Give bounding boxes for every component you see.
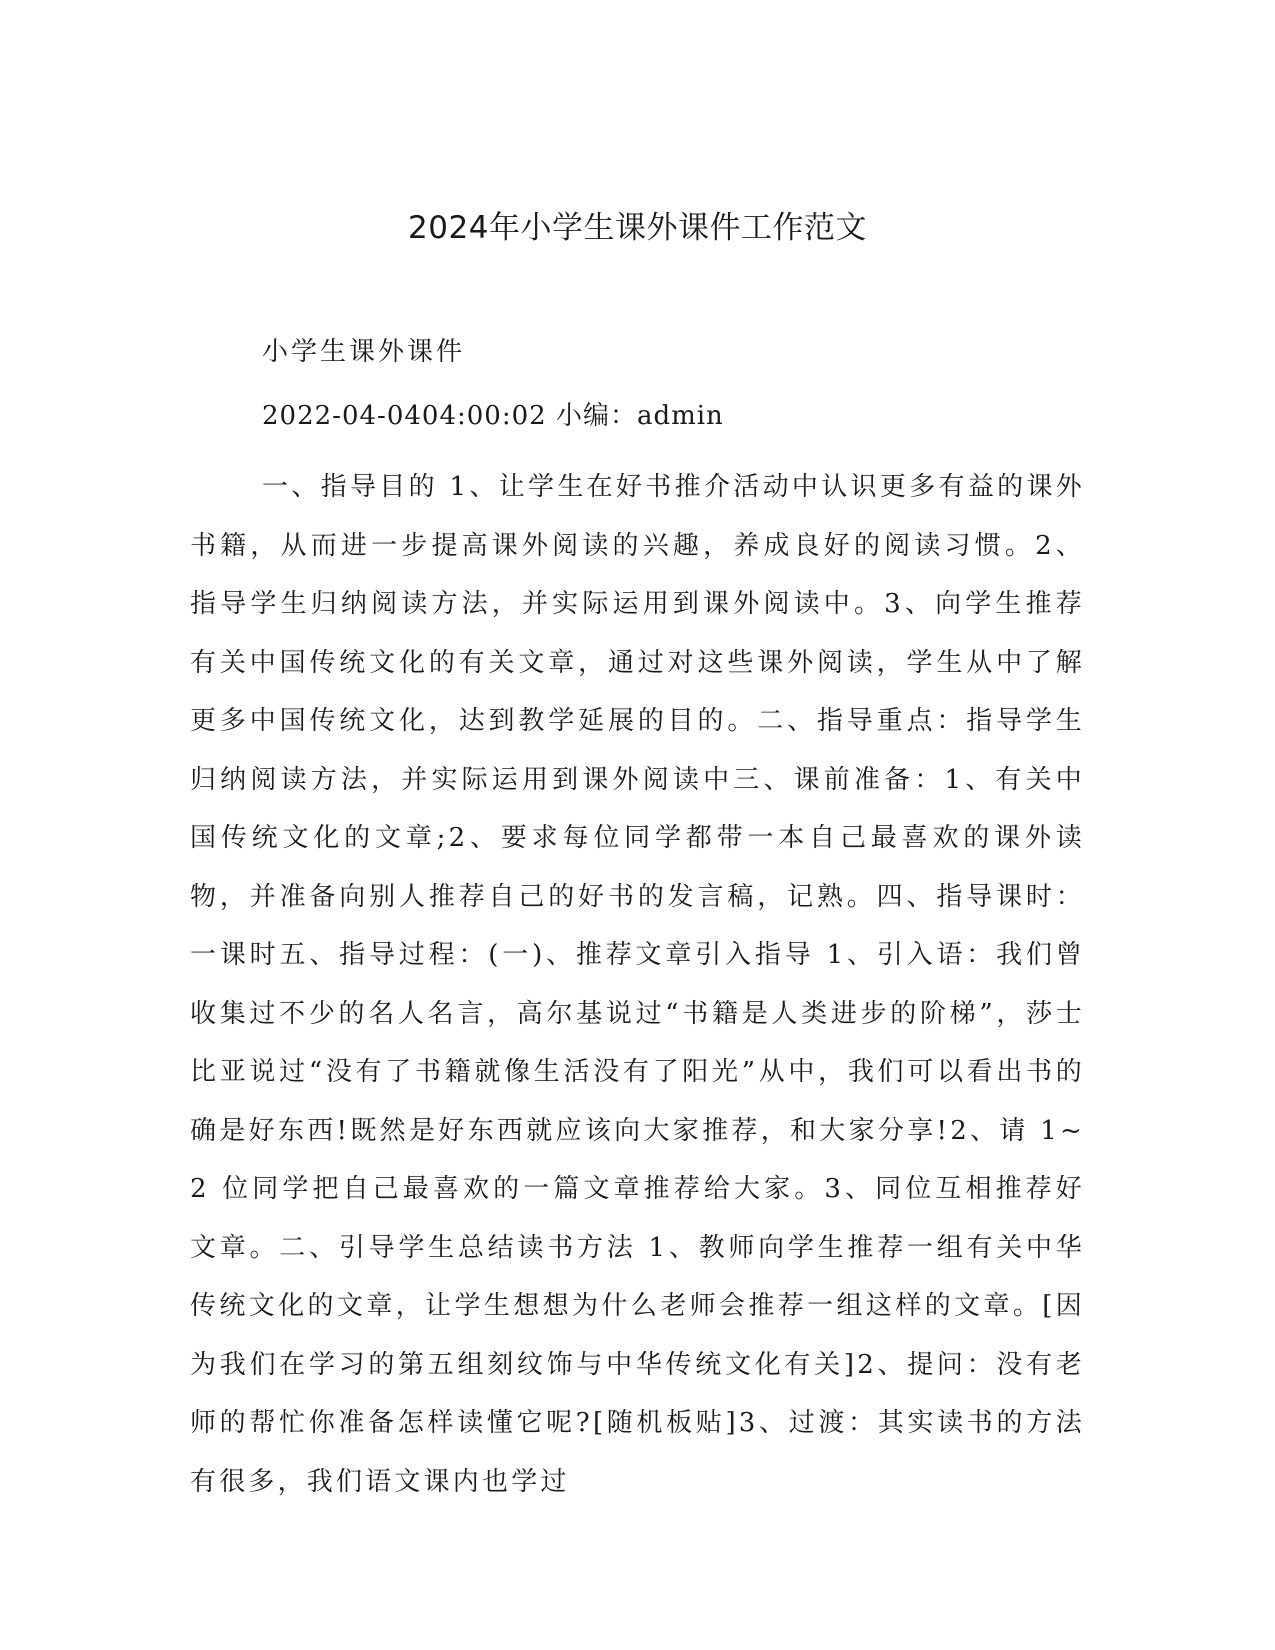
document-title: 2024年小学生课外课件工作范文 xyxy=(408,210,867,246)
body-paragraph: 一、指导目的 1、让学生在好书推介活动中认识更多有益的课外书籍，从而进一步提高课外阅读的兴趣，养成良好的阅读习惯。2、指导学生归纳阅读方法，并实际运用到课外阅读中。3、向学生推荐有关中国传统文化的有关文章，通过对这些课外阅读，学生从中了解更多中国传统文化，达到教学延展的目的。二、指导重点：指导学生归纳阅读方法，并实际运用到课外阅读中三、课前准备：1、有关中国传统文化的文章;2、要求每位同学都带一本自己最喜欢的课外读物，并准备向别人推荐自己的好书的发言稿，记熟。四、指导课时：一课时五、指导过程：(一)、推荐文章引入指导 1、引入语：我们曾收集过不少的名人名言，高尔基说过“书籍是人类进步的阶梯”，莎士比亚说过“没有了书籍就像生活没有了阳光”从中，我们可以看出书的确是好东西!既然是好东西就应该向大家推荐，和大家分享!2、请 1~2 位同学把自己最喜欢的一篇文章推荐给大家。3、同位互相推荐好文章。二、引导学生总结读书方法 1、教师向学生推荐一组有关中华传统文化的文章，让学生想想为什么老师会推荐一组这样的文章。[因为我们在学习的第五组刻纹饰与中华传统文化有关]2、提问：没有老师的帮忙你准备怎样读懂它呢?[随机板贴]3、过渡：其实读书的方法有很多，我们语文课内也学过 xyxy=(190,472,1085,1497)
publish-date-author: 2022-04-0404:00:02 小编：admin xyxy=(262,401,724,431)
document-subtitle: 小学生课外课件 xyxy=(262,337,466,367)
